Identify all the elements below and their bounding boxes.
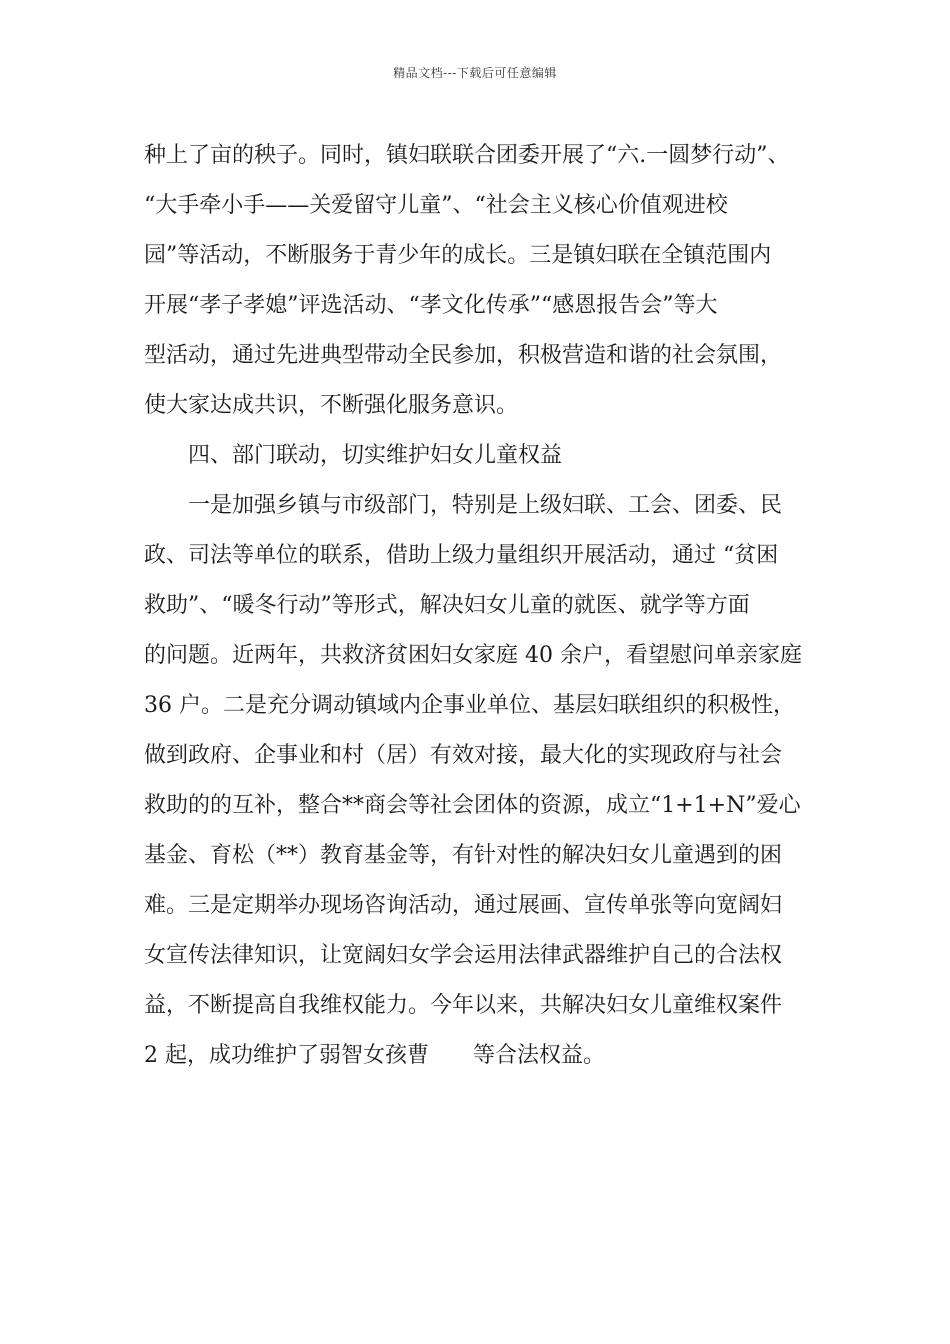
text-line: 难。三是定期举办现场咨询活动，通过展画、宣传单张等向宽阔妇	[144, 893, 783, 918]
section-heading: 四、部门联动，切实维护妇女儿童权益	[188, 443, 563, 468]
text-line: 益，不断提高自我维权能力。今年以来，共解决妇女儿童维权案件	[144, 993, 783, 1018]
text-line: 做到政府、企事业和村（居）有效对接，最大化的实现政府与社会	[144, 743, 783, 768]
text-line: 2 起，成功维护了弱智女孩曹 等合法权益。	[144, 1043, 605, 1068]
text-line: 一是加强乡镇与市级部门，特别是上级妇联、工会、团委、民	[188, 493, 783, 518]
text-line: 种上了亩的秧子。同时，镇妇联联合团委开展了“六.一圆梦行动”、	[144, 143, 790, 168]
text-line: 救助”、“暖冬行动”等形式，解决妇女儿童的就医、就学等方面	[144, 593, 750, 618]
text-line: 基金、育松（**）教育基金等，有针对性的解决妇女儿童遇到的困	[144, 843, 783, 868]
text-line: “大手牵小手——关爱留守儿童”、“社会主义核心价值观进校	[144, 193, 728, 218]
document-body	[144, 131, 814, 1081]
text-line: 的问题。近两年，共救济贫困妇女家庭 40 余户，看望慰问单亲家庭	[144, 643, 802, 668]
text-line: 女宣传法律知识，让宽阔妇女学会运用法律武器维护自己的合法权	[144, 943, 783, 968]
text-line: 36 户。二是充分调动镇域内企事业单位、基层妇联组织的积极性，	[144, 693, 795, 718]
text-line: 救助的的互补，整合**商会等社会团体的资源，成立“1+1+N”爱心	[144, 793, 801, 818]
page-header: 精品文档---下载后可任意编辑	[393, 66, 557, 80]
text-line: 园”等活动，不断服务于青少年的成长。三是镇妇联在全镇范围内	[144, 243, 772, 268]
text-line: 使大家达成共识，不断强化服务意识。	[144, 393, 519, 418]
text-line: 政、司法等单位的联系，借助上级力量组织开展活动，通过 “贫困	[144, 543, 779, 568]
text-line: 型活动，通过先进典型带动全民参加，积极营造和谐的社会氛围，	[144, 343, 783, 368]
text-line: 开展“孝子孝媳”评选活动、“孝文化传承”“感恩报告会”等大	[144, 293, 718, 318]
